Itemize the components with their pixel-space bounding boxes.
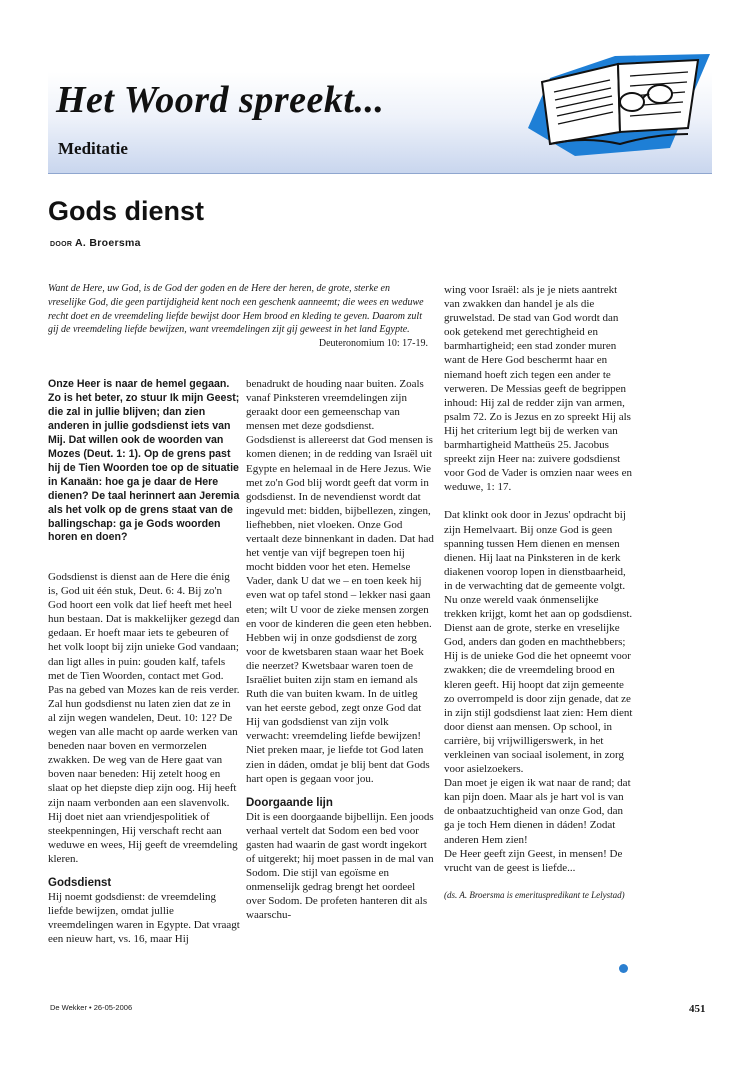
end-mark-icon xyxy=(619,964,628,973)
byline-prefix: DOOR xyxy=(50,241,73,248)
subheading: Godsdienst xyxy=(48,876,112,889)
paragraph: Dat klinkt ook door in Jezus' opdracht bij zijn Hemelvaart. Bij onze God is geen spanning tussen Hem dienen en mensen dienen. Hij laat na Pinksteren in de kerk diakenen voorop lopen in dienstbaarheid, in de verwachting dat de gemeente volgt. Nu onze wereld vaak ónmenselijke trekken krijgt, komt het aan op godsdienst. Dienst aan de grote, sterke en vreselijke God, anders dan goden en machthebbers; Hij is de unieke God die het opneemt voor zwakken; die de vreemdeling brood en kleren geeft. Hij hoopt dat zijn gemeente zo overrompeld is door zijn genade, dat ze in zijn stijl godsdienst laat zien: Hem dient door dienst aan mensen. Op school, in carrière, bij vrijwilligerswerk, in het verkleinen van sociaal isolement, in zorg voor asielzoekers. xyxy=(444,509,633,776)
paragraph: Godsdienst is allereerst dat God mensen is komen dienen; in de redding van Israël uit Egypte en helemaal in de Here Jezus. Wie met zo'n God blij wordt geeft dat vorm in godsdienst. In de nevendienst wordt dat ingevuld met: bidden, bijbellezen, zingen, liefhebben, niet vloeken. Onze God vertaalt deze binnenkant in daden. Dat had het ventje van vijf begrepen toen hij mocht bidden voor het eten. Hemelse Vader, dank U dat we – en toen keek hij even wat op tafel stond – lekker nasi gaan eten; wilt U voor de zieke mensen zorgen en voor de kinderen die geen eten hebben. xyxy=(246,434,434,630)
epigraph-text: Want de Here, uw God, is de God der goden en de Here der heren, de grote, sterke en vreselijke God, die geen partijdigheid kent noch een geschenk aanneemt; die wees en weduwe recht doet en de vreemdeling liefde bewijst door Hem brood en kleding te geven. Daarom zult gij de vreemdeling liefde bewijzen, want vreemdelingen zijt gij geweest in het land Egypte. xyxy=(48,283,424,336)
byline xyxy=(50,237,141,249)
section-title: Het Woord spreekt... xyxy=(56,79,385,121)
section-subtitle: Meditatie xyxy=(58,139,128,158)
epigraph xyxy=(48,282,428,351)
article-title: Gods dienst xyxy=(48,196,205,226)
publication-footer: De Wekker • 26-05-2006 xyxy=(50,1003,133,1012)
page-number: 451 xyxy=(689,1003,706,1015)
paragraph: Godsdienst is dienst aan de Here die énig is, God uit één stuk, Deut. 6: 4. Bij zo'n God hoort een volk dat lief heeft met heel hun bestaan. Dat is makkelijker gezegd dan gedaan. Er hoeft maar iets te gebeuren of het volk loopt bij zijn unieke God vandaan; dan ligt alles in puin: gouden kalf, tafels met de Tien Woorden, contact met God. Pas na gebed van Mozes kan de reis verder. Zal hun godsdienst nu laten zien dat ze in al zijn wegen wandelen, Deut. 10: 12? De wegen van alle macht op aarde werken van beneden naar boven en vermorzelen zwakken. De weg van de Here gaat van boven naar beneden: Hij zetelt hoog en slaat op het diepste diep zijn oog. Hij heeft zijn naam verbonden aan een slavenvolk. Hij doet niet aan vriendjespolitiek of steekpenningen, Hij verschaft recht aan weduwe en wees, Hij geeft de vreemdeling kleren. xyxy=(48,571,240,865)
subheading: Doorgaande lijn xyxy=(246,796,333,809)
paragraph: benadrukt de houding naar buiten. Zoals vanaf Pinksteren vreemdelingen zijn geraakt door een gemeenschap van mensen met deze godsdienst. xyxy=(246,378,424,433)
column-2 xyxy=(246,377,434,923)
author-name: A. Broersma xyxy=(75,237,141,249)
paragraph: Dan moet je eigen ik wat naar de rand; dat kan pijn doen. Maar als je hart vol is van de onbaatzuchtigheid van onze God, dan ga je toch Hem dienen in dáden! Zodat anderen Hem zien! xyxy=(444,777,631,846)
paragraph: Dit is een doorgaande bijbellijn. Een joods verhaal vertelt dat Sodom een bed voor gasten had waarin de gast wordt ingekort of uitgerekt; hij moet passen in de mal van Sodom. Die stijl van egoïsme en onmenselijk gedrag brengt het oordeel over Sodom. De profeten hanteren dit als waarschu- xyxy=(246,810,434,922)
lead-paragraph: Onze Heer is naar de hemel gegaan. Zo is het beter, zo stuur Ik mijn Geest; die zal in jullie blijven; dan zien anderen in jullie godsdienst iets van Mij. Dat willen ook de woorden van Mozes (Deut. 1: 1). Op de grens past hij de Tien Woorden toe op de situatie in Kanaän: hoe ga je daar de Here dienen? De taal herinnert aan Jeremia als het volk op de grens staat van de ballingschap: ga je Gods woorden horen en doen? xyxy=(48,378,240,544)
author-note: (ds. A. Broersma is emerituspredikant te Lelystad) xyxy=(444,889,625,900)
paragraph: wing voor Israël: als je je niets aantrekt van zwakken dan handel je als die gruwelstad. De stad van God wordt dan ook getekend met gerechtigheid en barmhartigheid; een stad zonder muren want de Here God beschermt haar en niemand hoeft zich tegen een ander te verweren. De Messias geeft de begrippen inhoud: Hij zal de redder zijn van armen, psalm 72. Zo is Jezus en zo spreekt Hij als Hij het criterium legt bij de werken van barmhartigheid Mattheüs 25. Jacobus spreekt zijn Heer na: zuivere godsdienst voor God de Vader is omzien naar wees en weduwe, 1: 17. xyxy=(444,284,632,494)
paragraph: Hij noemt godsdienst: de vreemdeling liefde bewijzen, omdat jullie vreemdelingen waren in Egypte. Dat vraagt een nieuw hart, vs. 16, maar Hij xyxy=(48,891,240,946)
column-1 xyxy=(48,570,240,946)
column-3 xyxy=(444,283,634,902)
epigraph-reference: Deuteronomium 10: 17-19. xyxy=(318,338,428,350)
open-book-icon xyxy=(520,48,720,160)
paragraph: De Heer geeft zijn Geest, in mensen! De vrucht van de geest is liefde... xyxy=(444,847,623,874)
paragraph: Hebben wij in onze godsdienst de zorg voor de kwetsbaren staan waar het Boek die neerzet? Kwetsbaar waren toen de Israëliet buiten zijn stam en iemand als Ruth die van buiten kwam. In de uitleg van het eerste gebod, zegt onze God dat Hij van godsdienst van zijn volk verwacht: vreemdeling liefde bewijzen! Niet preken maar, je liefde tot God laten zien in dáden, omdat je blij bent dat Gods hart open is gegaan voor jou. xyxy=(246,631,430,785)
